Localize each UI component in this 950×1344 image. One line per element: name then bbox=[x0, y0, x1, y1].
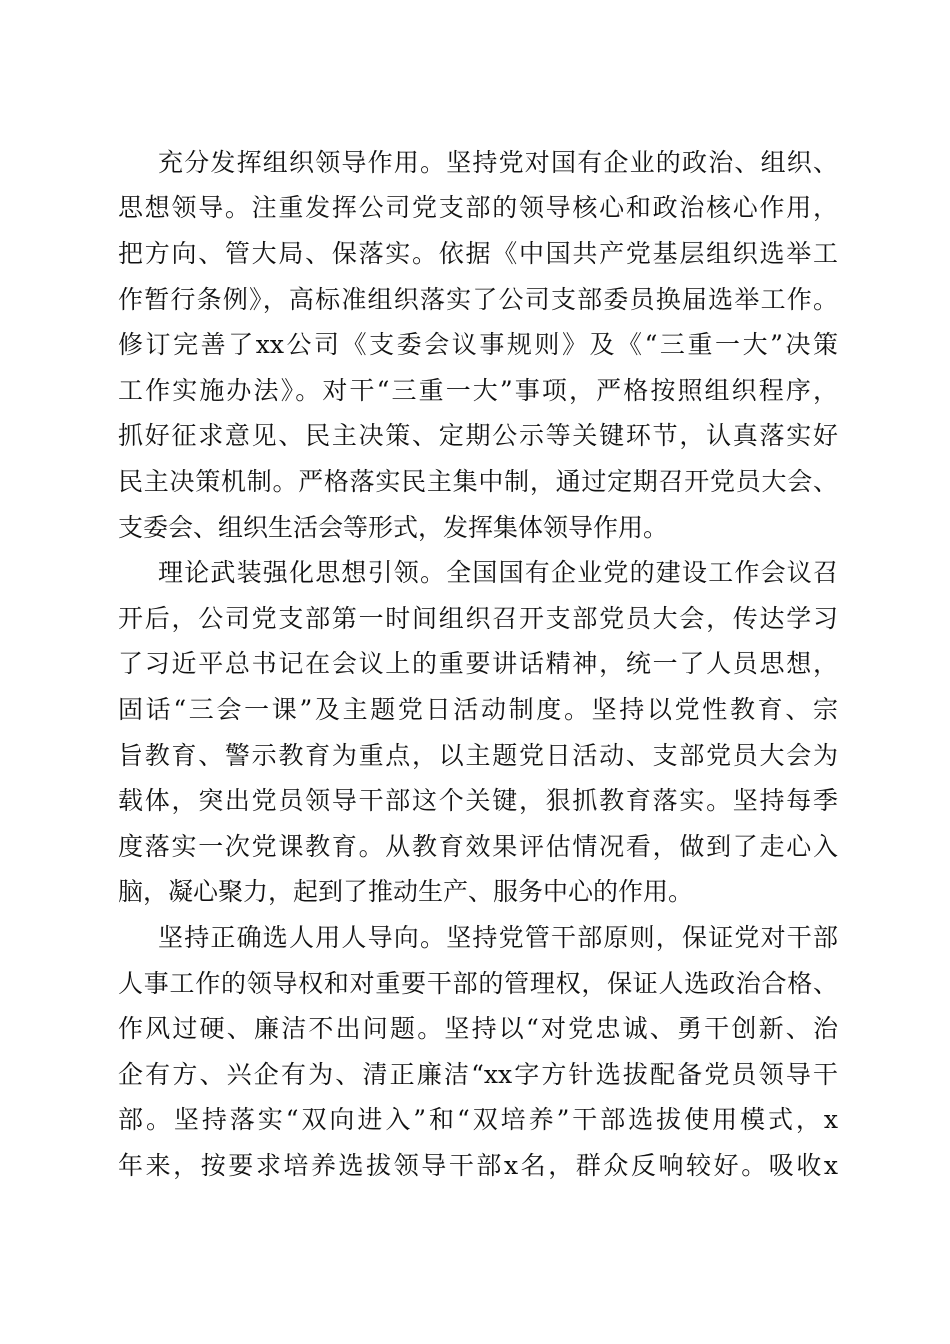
paragraph-1-line-3: 把方向、管大局、保落实。依据《中国共产党基层组织选举工 bbox=[118, 239, 838, 268]
paragraph-3-line-1: 坚持正确选人用人导向。坚持党管干部原则，保证党对干部 bbox=[158, 923, 838, 952]
paragraph-2-line-5: 旨教育、警示教育为重点，以主题党日活动、支部党员大会为 bbox=[118, 741, 838, 770]
paragraph-2-line-6: 载体，突出党员领导干部这个关键，狠抓教育落实。坚持每季 bbox=[118, 786, 838, 815]
paragraph-2-line-7: 度落实一次党课教育。从教育效果评估情况看，做到了走心入 bbox=[118, 832, 838, 861]
paragraph-2-line-8: 脑，凝心聚力，起到了推动生产、服务中心的作用。 bbox=[118, 877, 694, 906]
paragraph-3-line-2: 人事工作的领导权和对重要干部的管理权，保证人选政治合格、 bbox=[118, 969, 838, 998]
paragraph-1-line-6: 工作实施办法》。对干“三重一大”事项，严格按照组织程序， bbox=[118, 376, 838, 405]
paragraph-1-line-1: 充分发挥组织领导作用。坚持党对国有企业的政治、组织、 bbox=[158, 148, 838, 177]
paragraph-1-line-5: 修订完善了xx公司《支委会议事规则》及《“三重一大”决策 bbox=[118, 330, 838, 359]
paragraph-1-line-7: 抓好征求意见、民主决策、定期公示等关键环节，认真落实好 bbox=[118, 421, 838, 450]
paragraph-3-line-6: 年来，按要求培养选拔领导干部x名，群众反响较好。吸收x bbox=[118, 1151, 838, 1180]
paragraph-1-line-2: 思想领导。注重发挥公司党支部的领导核心和政治核心作用， bbox=[118, 193, 838, 222]
paragraph-2-line-3: 了习近平总书记在会议上的重要讲话精神，统一了人员思想， bbox=[118, 649, 838, 678]
paragraph-2-line-1: 理论武装强化思想引领。全国国有企业党的建设工作会议召 bbox=[158, 558, 838, 587]
paragraph-2-line-4: 固话“三会一课”及主题党日活动制度。坚持以党性教育、宗 bbox=[118, 695, 838, 724]
paragraph-3-line-4: 企有方、兴企有为、清正廉洁“xx字方针选拔配备党员领导干 bbox=[118, 1060, 838, 1089]
paragraph-1-line-4: 作暂行条例》，高标准组织落实了公司支部委员换届选举工作。 bbox=[118, 285, 838, 314]
paragraph-3-line-5: 部。坚持落实“双向进入”和“双培养”干部选拔使用模式，x bbox=[118, 1105, 838, 1134]
paragraph-1-line-9: 支委会、组织生活会等形式，发挥集体领导作用。 bbox=[118, 513, 669, 542]
paragraph-3-line-3: 作风过硬、廉洁不出问题。坚持以“对党忠诚、勇干创新、治 bbox=[118, 1014, 838, 1043]
paragraph-1-line-8: 民主决策机制。严格落实民主集中制，通过定期召开党员大会、 bbox=[118, 467, 838, 496]
paragraph-2-line-2: 开后，公司党支部第一时间组织召开支部党员大会，传达学习 bbox=[118, 604, 838, 633]
